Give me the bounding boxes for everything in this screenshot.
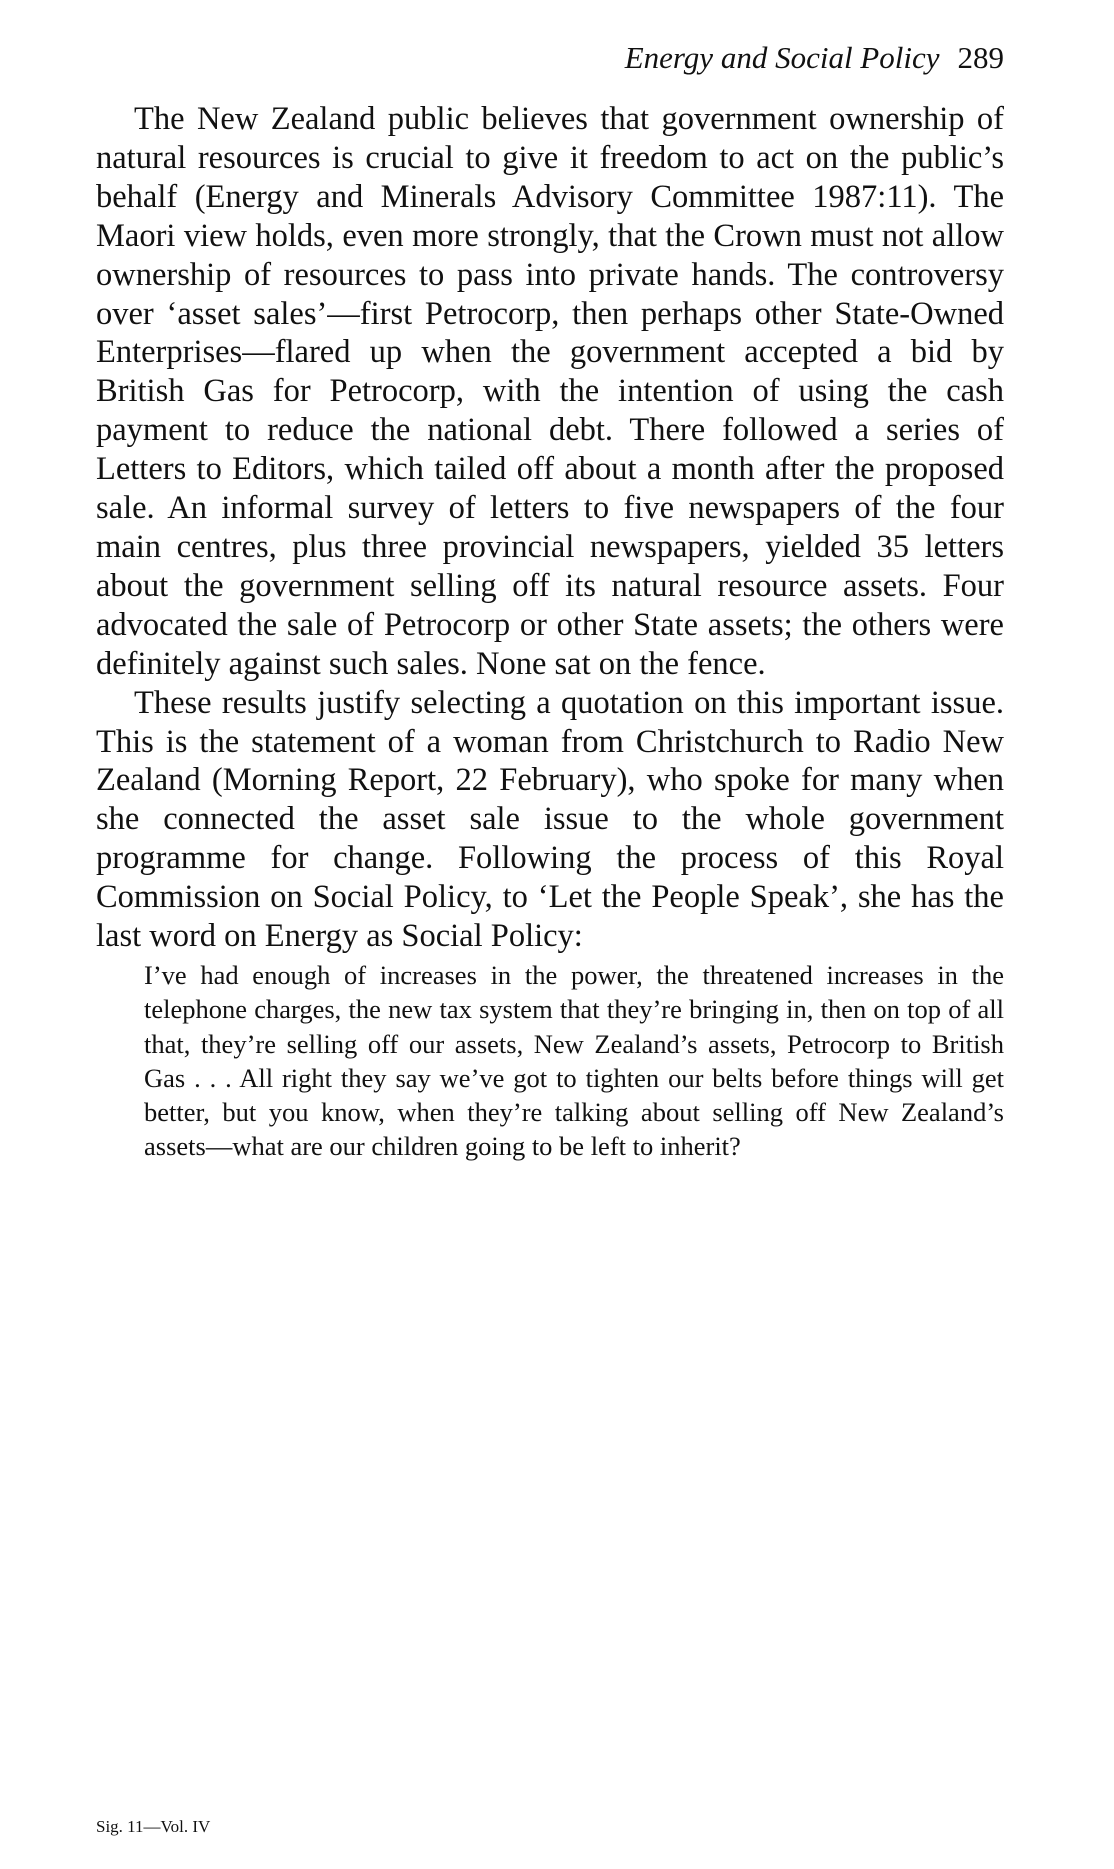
- signature-mark: Sig. 11—Vol. IV: [96, 1817, 211, 1836]
- running-header: [625, 38, 1004, 78]
- block-quote: I’ve had enough of increases in the power, the threatened increases in the telephone charges, the new tax system that they’re bringing in, then on top of all that, they’re selling off our assets, New Zealand’s assets, Petrocorp to British Gas . . . All right they say we’ve got to tighten our belts before things will get better, but you know, when they’re talking about selling off New Zealand’s assets—what are our children going to be left to inherit?: [144, 959, 1004, 1162]
- running-title: Energy and Social Policy: [624, 40, 940, 75]
- paragraph-1: The New Zealand public believes that government ownership of natural resources is crucial to give it freedom to act on the public’s behalf (Energy and Minerals Advisory Committee 1987:11). The Maori view holds, even more strongly, that the Crown must not allow ownership of resources to pass into private hands. The controversy over ‘asset sales’—first Petrocorp, then perhaps other State-Owned Enterprises—flared up when the government accepted a bid by British Gas for Petrocorp, with the intention of using the cash payment to reduce the national debt. There followed a series of Letters to Editors, which tailed off about a month after the proposed sale. An informal survey of letters to five newspapers of the four main centres, plus three provincial newspapers, yielded 35 letters about the government selling off its natural resource assets. Four advocated the sale of Petrocorp or other State assets; the others were definitely against such sales. None sat on the fence.: [96, 101, 1004, 682]
- paragraph-2: These results justify selecting a quotation on this important issue. This is the statement of a woman from Christchurch to Radio New Zealand (Morning Report, 22 February), who spoke for many when she connected the asset sale issue to the whole government programme for change. Following the process of this Royal Commission on Social Policy, to ‘Let the People Speak’, she has the last word on Energy as Social Policy:: [96, 684, 1004, 955]
- page-number: 289: [957, 40, 1004, 75]
- body-text: [96, 100, 1004, 1164]
